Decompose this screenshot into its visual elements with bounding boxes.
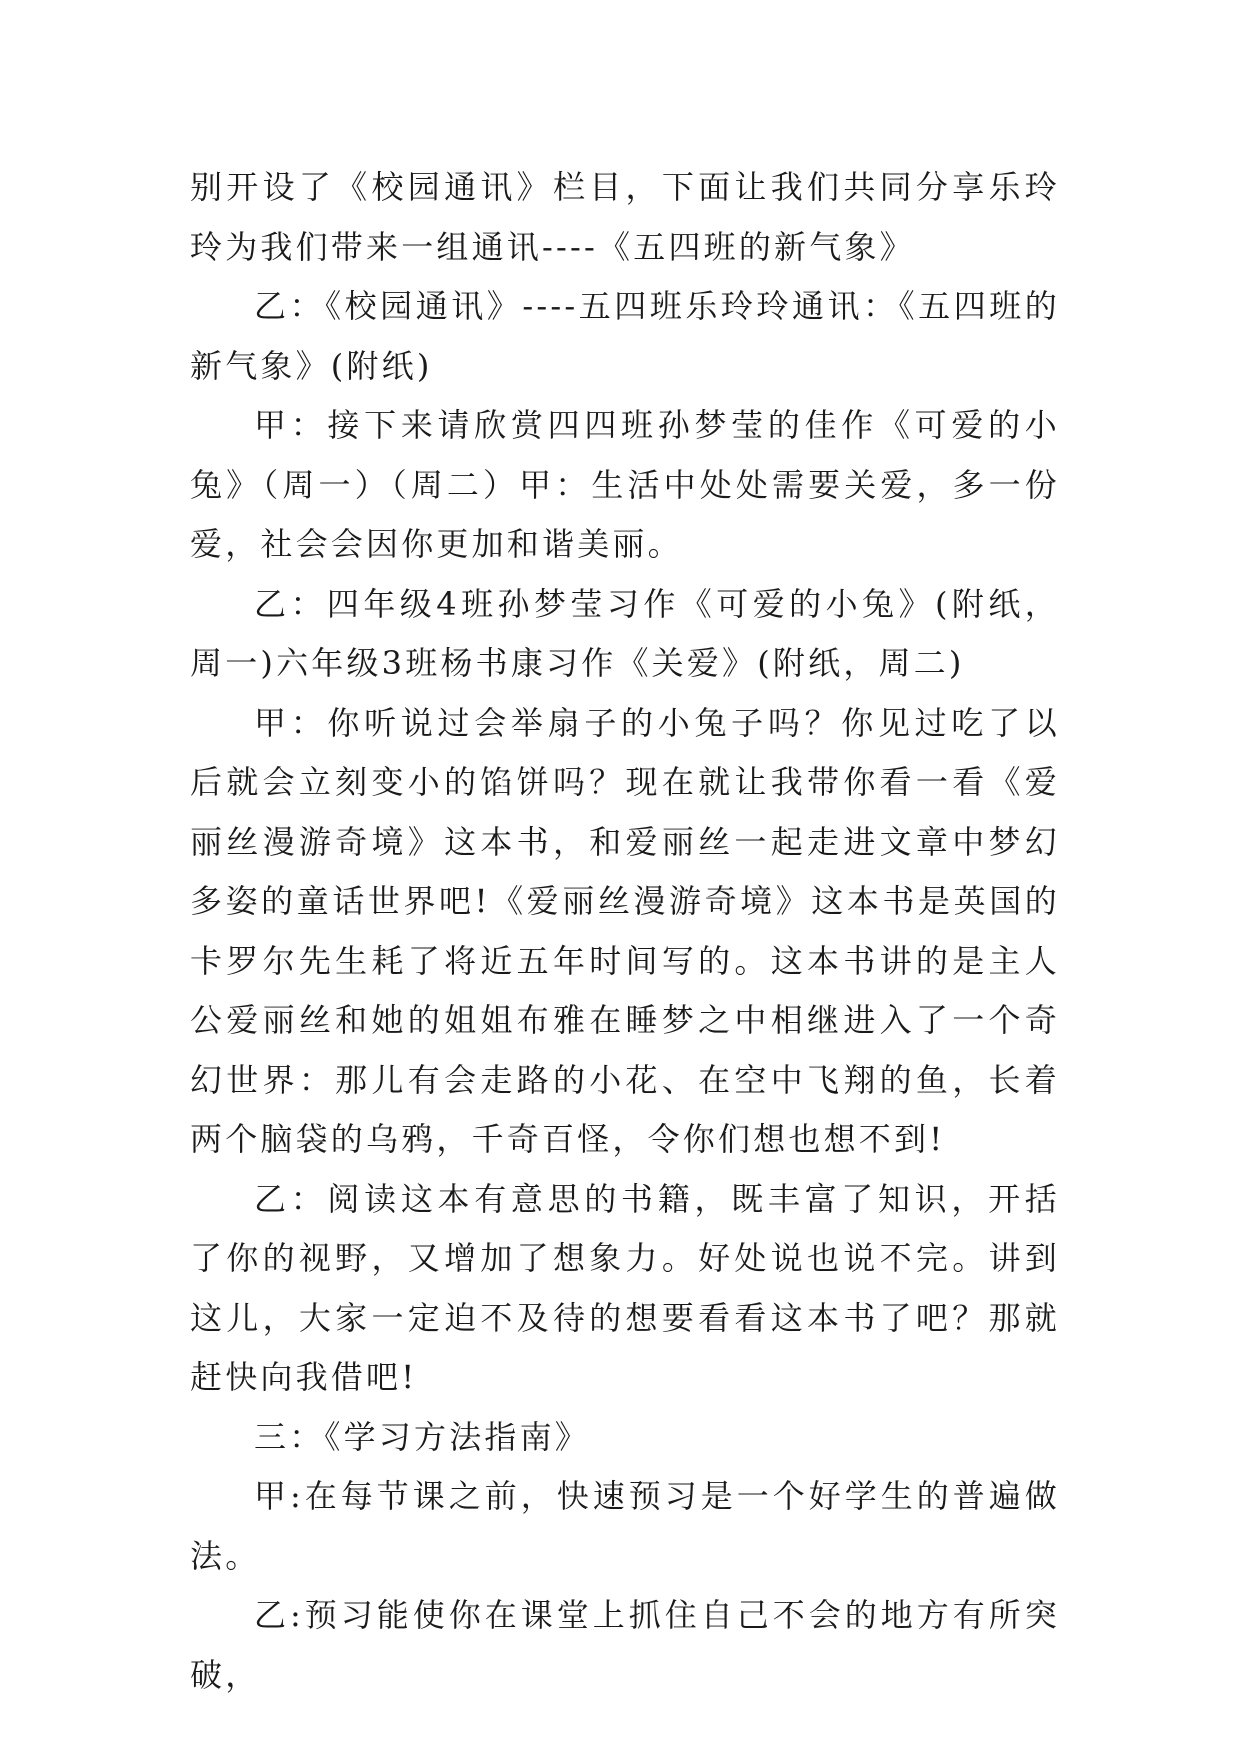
paragraph-yi-compositions: 乙：四年级4班孙梦莹习作《可爱的小兔》(附纸，周一)六年级3班杨书康习作《关爱》(附纸，周二) [190,584,1060,682]
document-body [190,158,1060,1705]
paragraph-yi-campus-news: 乙：《校园通讯》----五四班乐玲玲通讯：《五四班的新气象》(附纸) [190,287,1060,385]
section-heading-study-methods: 三：《学习方法指南》 [254,1417,591,1456]
paragraph-yi-reading-benefits: 乙：阅读这本有意思的书籍，既丰富了知识，开括了你的视野，又增加了想象力。好处说也说不完。讲到这儿，大家一定迫不及待的想要看看这本书了吧？那就赶快向我借吧! [190,1179,1060,1396]
paragraph-yi-preview: 乙:预习能使你在课堂上抓住自己不会的地方有所突破， [190,1596,1060,1694]
paragraph-continued-intro: 别开设了《校园通讯》栏目，下面让我们共同分享乐玲玲为我们带来一组通讯----《五四班的新气象》 [190,168,1060,266]
paragraph-jia-preview: 甲:在每节课之前，快速预习是一个好学生的普遍做法。 [190,1477,1060,1575]
paragraph-jia-alice-book: 甲：你听说过会举扇子的小兔子吗？你见过吃了以后就会立刻变小的馅饼吗？现在就让我带你看一看《爱丽丝漫游奇境》这本书，和爱丽丝一起走进文章中梦幻多姿的童话世界吧!《爱丽丝漫游奇境》这本书是英国的卡罗尔先生耗了将近五年时间写的。这本书讲的是主人公爱丽丝和她的姐姐布雅在睡梦之中相继进入了一个奇幻世界：那儿有会走路的小花、在空中飞翔的鱼，长着两个脑袋的乌鸦，千奇百怪，令你们想也想不到! [190,703,1060,1158]
paragraph-jia-cute-rabbit: 甲：接下来请欣赏四四班孙梦莹的佳作《可爱的小兔》（周一）（周二）甲：生活中处处需要关爱，多一份爱，社会会因你更加和谐美丽。 [190,406,1060,563]
